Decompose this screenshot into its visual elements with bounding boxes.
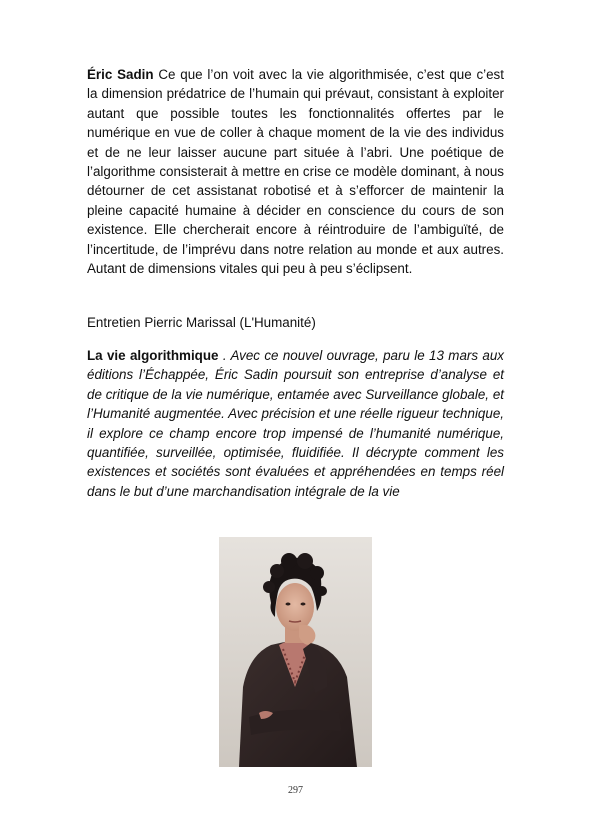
- page-number: 297: [288, 785, 303, 796]
- title-separator: .: [218, 348, 231, 363]
- book-description-paragraph: [87, 346, 504, 501]
- book-description-text: Avec ce nouvel ouvrage, paru le 13 mars aux éditions l’Échappée, Éric Sadin poursuit son entreprise d’analyse et de critique de la vie numérique, entamée avec Surveillance globale, et l’Humanité augmentée. Avec précision et une réelle rigueur technique, il explore ce champ encore trop impensé de l’humanité numérique, quantifiée, surveillée, optimisée, fluidifiée. Il décrypte comment les existences et sociétés sont évaluées et appréhendées en temps réel dans le but d’une marchandisation intégrale de la vie: [87, 348, 504, 499]
- quote-text: Ce que l’on voit avec la vie algorithmisée, c’est que c’est la dimension prédatrice de l’humain qui prévaut, consistant à exploiter autant que possible toutes les fonctionnalités offertes par le numérique en vue de coller à chaque moment de la vie des individus et de ne leur laisser aucune part située à l’abri. Une poétique de l’algorithme consisterait à mettre en crise ce modèle dominant, à nous détourner de cet assistanat robotisé et à s’efforcer de maintenir la pleine capacité humaine à décider en conscience du cours de son existence. Elle chercherait encore à réintroduire de l’ambiguïté, de l’incertitude, de l’imprévu dans notre relation au monde et aux autres. Autant de dimensions vitales qui peu à peu s’éclipsent.: [87, 67, 504, 277]
- author-portrait-photo: [219, 537, 372, 767]
- book-title: La vie algorithmique: [87, 348, 219, 363]
- portrait-illustration: [219, 537, 372, 767]
- quote-paragraph: [87, 65, 504, 278]
- interview-credit: Entretien Pierric Marissal (L'Humanité): [87, 315, 316, 330]
- speaker-name: Éric Sadin: [87, 67, 154, 82]
